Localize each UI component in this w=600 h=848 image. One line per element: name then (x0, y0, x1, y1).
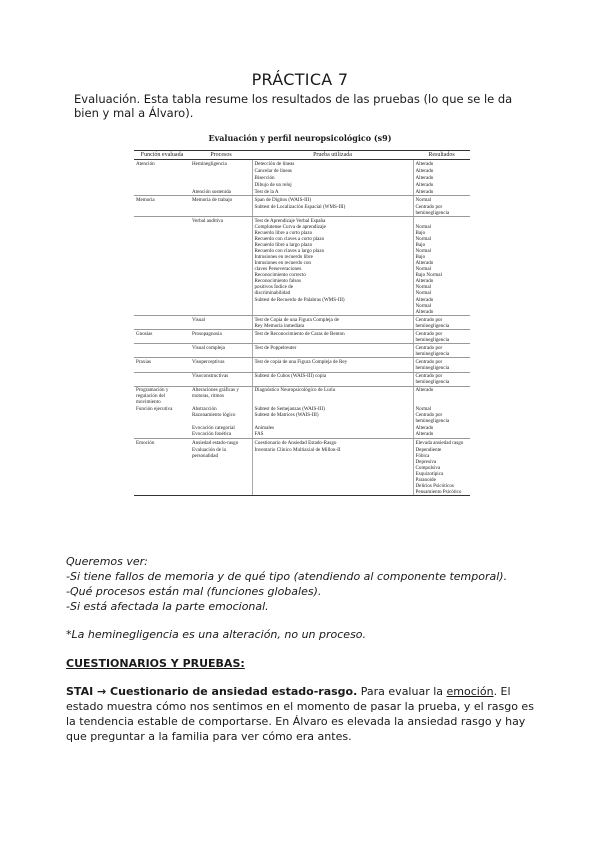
table-row (134, 372, 470, 386)
cell-result: Alterado Alterado (413, 425, 470, 439)
cell-test: Cancelar de líneas (252, 167, 413, 174)
evaluation-table-wrapper (134, 150, 470, 496)
cell-test: Dibujo de un reloj (252, 181, 413, 188)
header-results: Resultados (413, 151, 470, 160)
cell-result: Normal (413, 196, 470, 204)
table-row (134, 439, 470, 447)
table-row (134, 406, 470, 425)
emotion-term: emoción (446, 685, 494, 698)
stai-post: . El estado muestra cómo nos sentimos en el momento de pasar la prueba, y el rasgo es la tendencia estable de comportarse. En Álvaro es elevada la ansiedad rasgo y hay que preguntar a la familia para ver cómo era antes. (66, 685, 534, 743)
cell-process: Evaluación de la personalidad (190, 446, 252, 496)
cell-test: Test de Aprendizaje Verbal España Complutense Curva de aprendizaje Recuerdo libre a corto plazo Recuerdo con claves a corto plazo Recuerdo libre a largo plazo Recuerdo con claves a largo plazo Intrusiones en recuerdo libre Intrusiones en recuerdo con claves Perseveraciones Reconocimiento correcto Reconocimiento falsos positivos Índice de discriminabilidad Subtest de Recuerdo de Palabras (WMS-III) (252, 217, 413, 316)
cell-test: Detección de líneas (252, 160, 413, 168)
cell-test: Diagnóstico Neuropsicológico de Luria (252, 386, 413, 406)
table-row (134, 330, 470, 344)
cell-process: Verbal auditiva (190, 217, 252, 316)
cell-function: Praxias (134, 358, 190, 372)
stai-paragraph (66, 684, 536, 744)
cell-process: Heminegligencia (192, 160, 227, 167)
cell-function (134, 167, 190, 174)
cell-test: Test de copia de una Figura Compleja de Rey (252, 358, 413, 372)
goal-item: -Si está afectada la parte emocional. (66, 600, 269, 613)
cell-process: Evocación categorial Evocación fonética (190, 425, 252, 439)
cell-function (134, 372, 190, 386)
cell-result: Normal Bajo Normal Bajo Normal Bajo Alterado Normal Bajo Normal Alterado Normal Normal Alterado Normal Alterado (413, 217, 470, 316)
evaluation-table (134, 150, 470, 496)
cell-test: Subtest de Cubos (WAIS-III) copia (252, 372, 413, 386)
cell-function: Atención (136, 160, 155, 167)
cell-process: Atención sostenida (190, 188, 252, 196)
cell-function (134, 446, 190, 496)
goal-item: -Si tiene fallos de memoria y de qué tipo (atendiendo al componente temporal). (66, 570, 508, 583)
table-row (134, 344, 470, 358)
cell-function (134, 217, 190, 316)
table-row (134, 160, 470, 168)
table-row (134, 174, 470, 181)
cell-function (134, 203, 190, 217)
cell-test: Animales FAS (252, 425, 413, 439)
cell-process: Ansiedad estado-rasgo (190, 439, 252, 447)
cell-process: Visual (190, 316, 252, 330)
cell-result: Centrado por heminegligencia (413, 316, 470, 330)
cell-process: Visoperceptivas (190, 358, 252, 372)
stai-pre: Para evaluar la (357, 685, 447, 698)
table-row (134, 217, 470, 316)
table-row (134, 188, 470, 196)
cell-result: Alterado (413, 174, 470, 181)
cell-test: Cuestionario de Ansiedad Estado-Rasgo (252, 439, 413, 447)
cell-function (134, 344, 190, 358)
table-row (134, 386, 470, 406)
cell-result: Centrado por heminegligencia (413, 203, 470, 217)
cell-result: Centrado por heminegligencia (413, 372, 470, 386)
cell-function (134, 188, 190, 196)
cell-test: Inventario Clínico Multiaxial de Millon-II (252, 446, 413, 496)
header-test: Prueba utilizada (252, 151, 413, 160)
cell-function (134, 181, 190, 188)
table-row (134, 167, 470, 174)
cell-test: Bisección (252, 174, 413, 181)
cell-result: Centrado por heminegligencia (413, 344, 470, 358)
section-title: CUESTIONARIOS Y PRUEBAS: (66, 657, 245, 670)
cell-process: Visual compleja (190, 344, 252, 358)
cell-process (190, 167, 252, 174)
cell-process (190, 181, 252, 188)
goals-block (66, 554, 536, 614)
goals-heading: Queremos ver: (66, 555, 148, 568)
table-row (134, 203, 470, 217)
cell-test: Test de Copia de una Figura Compleja de Rey Memoria inmediata (252, 316, 413, 330)
table-row (134, 196, 470, 204)
cell-result: Dependiente Fóbica Depresiva Compulsiva Esquizotípica Paranoide Delirios Psicóticos Pensamiento Psicótico (413, 446, 470, 496)
cell-test: Subtest de Localización Espacial (WMS-III) (252, 203, 413, 217)
cell-result: Alterado (413, 181, 470, 188)
table-row (134, 358, 470, 372)
cell-process: Alteraciones gráficas y motoras, ritmos (190, 386, 252, 406)
table-row (134, 316, 470, 330)
cell-result: Alterado (413, 160, 470, 168)
goal-item: -Qué procesos están mal (funciones globales). (66, 585, 322, 598)
cell-result: Alterado (413, 188, 470, 196)
cell-process: Visoconstructivas (190, 372, 252, 386)
cell-test: Subtest de Semejanzas (WAIS-III) Subtest de Matrices (WAIS-III) (252, 406, 413, 425)
table-row (134, 425, 470, 439)
cell-result: Normal Centrado por heminegligencia (413, 406, 470, 425)
cell-process (190, 203, 252, 217)
cell-process: Prosopagnosia (190, 330, 252, 344)
cell-function: Memoria (136, 196, 155, 203)
cell-function: Gnosias (134, 330, 190, 344)
cell-result: Centrado por heminegligencia (413, 358, 470, 372)
cell-function: Emoción (134, 439, 190, 447)
table-row (134, 446, 470, 496)
cell-test: Test de Poppelreuter (252, 344, 413, 358)
cell-function: Programación y regulación del movimiento (134, 386, 190, 406)
cell-process (190, 174, 252, 181)
header-function: Función evaluada (134, 151, 190, 160)
heminegligence-note: *La heminegligencia es una alteración, no un proceso. (66, 628, 367, 641)
cell-result: Elevada ansiedad rasgo (413, 439, 470, 447)
cell-function: Función ejecutiva (136, 406, 173, 413)
table-row (134, 181, 470, 188)
cell-function (134, 174, 190, 181)
cell-test: Span de Dígitos (WAIS-III) (252, 196, 413, 204)
cell-test: Test de Reconocimiento de Caras de Benton (252, 330, 413, 344)
stai-lead: STAI → Cuestionario de ansiedad estado-rasgo. (66, 685, 358, 698)
cell-process: Abstracción Razonamiento lógico (192, 406, 236, 419)
cell-result: Centrado por heminegligencia (413, 330, 470, 344)
table-title: Evaluación y perfil neuropsicológico (s9) (208, 133, 392, 143)
header-processes: Procesos (190, 151, 252, 160)
table-body (134, 160, 470, 496)
cell-result: Alterado (413, 386, 470, 406)
cell-result: Alterado (413, 167, 470, 174)
cell-function (134, 425, 190, 439)
table-header-row (134, 151, 470, 160)
cell-function (134, 316, 190, 330)
intro-text: Evaluación. Esta tabla resume los resultados de las pruebas (lo que se le da bien y mal a Álvaro). (74, 92, 513, 120)
cell-process: Memoria de trabajo (192, 196, 233, 203)
cell-test: Test de la A (252, 188, 413, 196)
page-title: PRÁCTICA 7 (251, 70, 349, 89)
